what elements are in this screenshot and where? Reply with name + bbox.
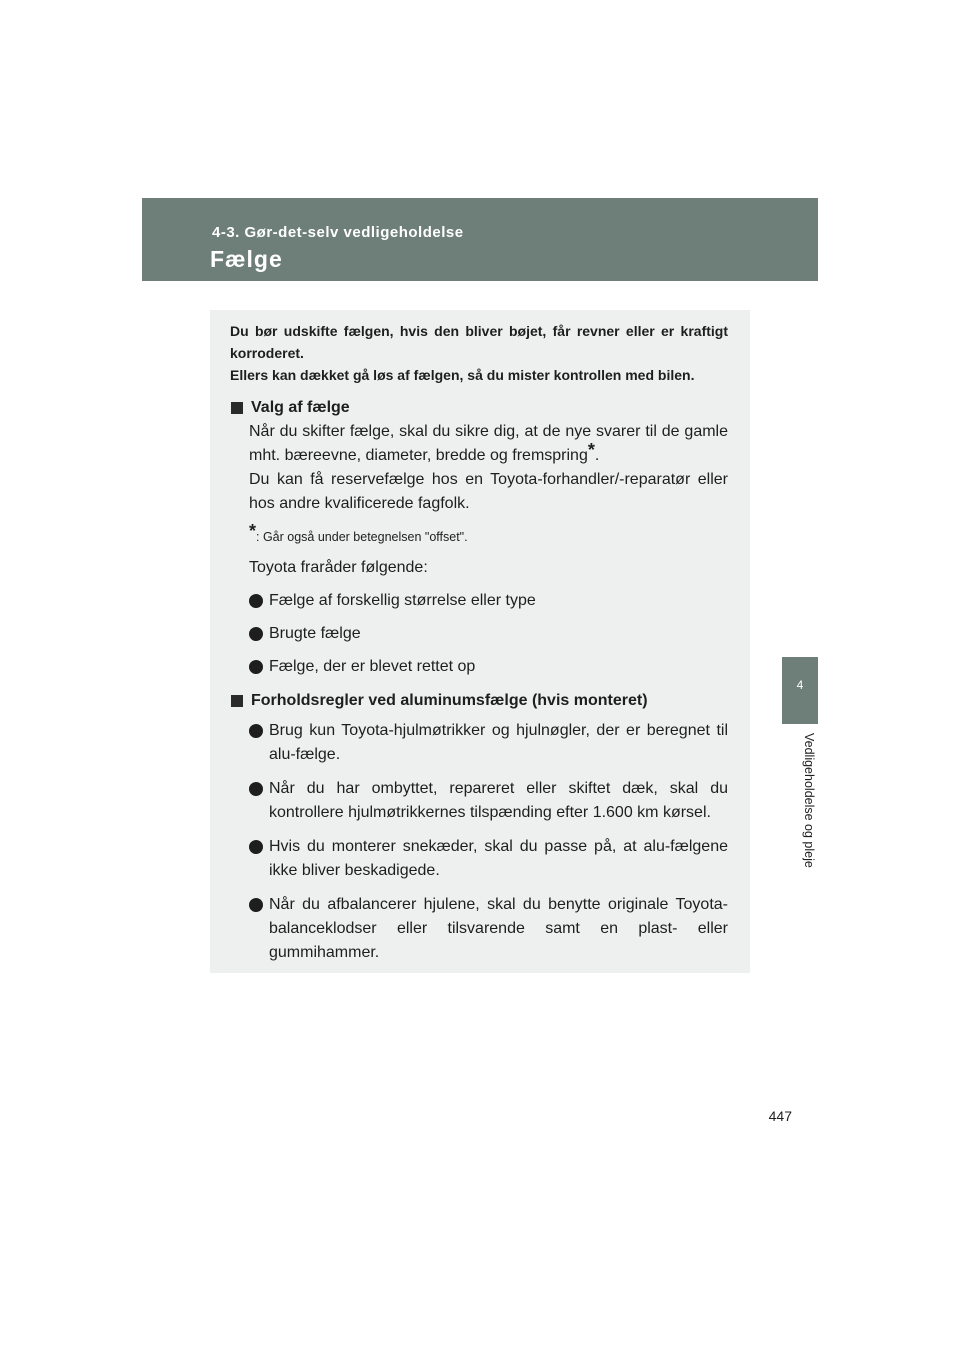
list-item: [249, 835, 728, 883]
list-item-text: Når du har ombyttet, repareret eller skiftet dæk, skal du kontrollere hjulmøtrikkernes tilspænding efter 1.600 km kørsel.: [269, 780, 728, 821]
intro-paragraph-2: Ellers kan dækket gå løs af fælgen, så du mister kontrollen med bilen.: [230, 367, 695, 383]
section-heading-rim-choice: [230, 396, 728, 420]
section-heading-label: Valg af fælge: [251, 399, 350, 416]
bullet-dot-icon: [249, 627, 263, 641]
list-item: [249, 777, 728, 825]
rim-choice-body: [230, 420, 728, 516]
square-bullet-icon: [231, 695, 243, 707]
list-item: [249, 893, 728, 965]
rim-choice-paragraph-2: Du kan få reservefælge hos en Toyota-forhandler/-reparatør eller hos andre kvalificerede fagfolk.: [249, 471, 728, 512]
footnote: [249, 521, 728, 546]
bullet-dot-icon: [249, 782, 263, 796]
list-item-text: Hvis du monterer snekæder, skal du passe på, at alu-fælgene ikke bliver beskadigede.: [269, 838, 728, 879]
section-label: 4-3. Gør-det-selv vedligeholdelse: [212, 224, 464, 241]
bullet-dot-icon: [249, 898, 263, 912]
footnote-marker: *: [587, 440, 595, 460]
section-heading-alu-precautions: [230, 689, 728, 713]
list-item-text: Når du afbalancerer hjulene, skal du benytte originale Toyota-balanceklodser eller tilsvarende samt en plast- eller gummihammer.: [269, 896, 728, 961]
footnote-text: : Går også under betegnelsen "offset".: [256, 530, 468, 544]
content-box: [210, 310, 750, 973]
footnote-star: *: [249, 521, 257, 541]
list-item-text: Fælge af forskellig størrelse eller type: [269, 592, 536, 609]
chapter-tab: 4: [782, 657, 818, 724]
list-item-text: Fælge, der er blevet rettet op: [269, 658, 476, 675]
page-number: 447: [768, 1108, 792, 1124]
page-title: Fælge: [210, 246, 283, 272]
intro-warning: [230, 320, 728, 386]
bullet-dot-icon: [249, 594, 263, 608]
intro-paragraph-1: Du bør udskifte fælgen, hvis den bliver bøjet, får revner eller er kraftigt korroderet.: [230, 323, 728, 361]
bullet-dot-icon: [249, 660, 263, 674]
advice-intro: Toyota fraråder følgende:: [249, 559, 428, 576]
chapter-header: [142, 198, 818, 281]
chapter-tab-label: Vedligeholdelse og pleje: [802, 733, 816, 868]
paragraph-end: .: [594, 447, 600, 464]
precautions-list: [249, 719, 728, 965]
square-bullet-icon: [231, 402, 243, 414]
list-item-text: Brugte fælge: [269, 625, 361, 642]
advice-list: [249, 589, 728, 679]
bullet-dot-icon: [249, 724, 263, 738]
list-item: [249, 589, 728, 613]
rim-choice-paragraph-1: [249, 420, 728, 468]
paragraph-text: Når du skifter fælge, skal du sikre dig, at de nye svarer til de gamle mht. bæreevne, diameter, bredde og fremspring: [249, 423, 728, 464]
section-heading-label: Forholdsregler ved aluminumsfælge (hvis monteret): [251, 692, 648, 709]
bullet-dot-icon: [249, 840, 263, 854]
list-item: [249, 719, 728, 767]
list-item: [249, 622, 728, 646]
list-item-text: Brug kun Toyota-hjulmøtrikker og hjulnøgler, der er beregnet til alu-fælge.: [269, 722, 728, 763]
list-item: [249, 655, 728, 679]
